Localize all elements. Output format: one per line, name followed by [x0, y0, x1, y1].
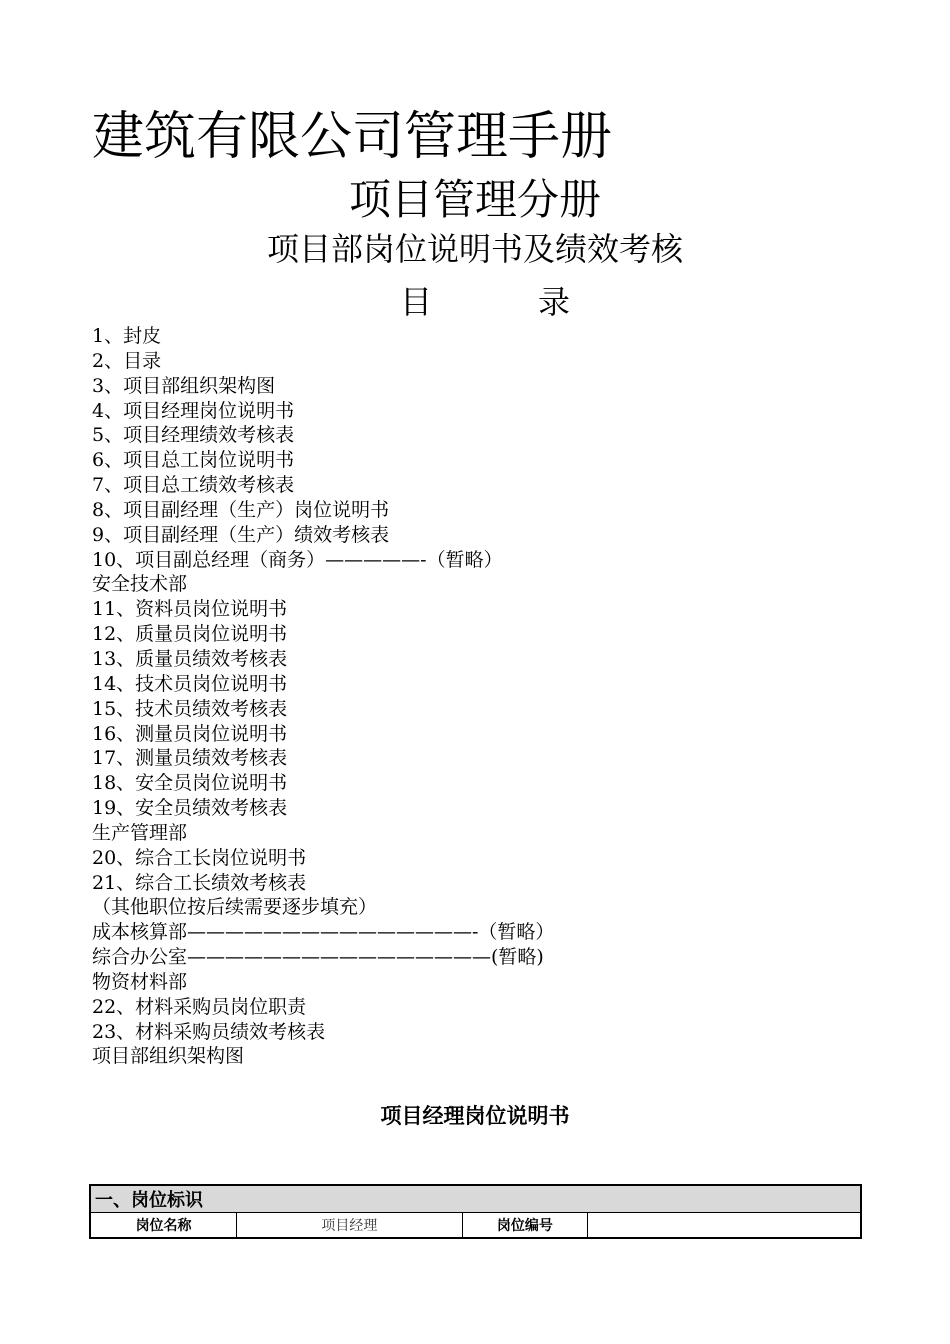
- toc-item: 19、安全员绩效考核表: [92, 797, 288, 820]
- toc-heading-left: 目: [400, 283, 433, 321]
- volume-title: 项目管理分册: [348, 175, 601, 224]
- toc-item: 16、测量员岗位说明书: [92, 722, 288, 745]
- toc-group: 成本核算部———————————————-（暂略）: [92, 921, 555, 944]
- toc-item: 12、质量员岗位说明书: [92, 623, 288, 646]
- toc-item: 5、项目经理绩效考核表: [92, 424, 295, 447]
- toc-item: 14、技术员岗位说明书: [92, 672, 288, 695]
- table-of-contents: [92, 324, 554, 1069]
- toc-item: 7、项目总工绩效考核表: [92, 474, 295, 497]
- toc-heading: [400, 282, 570, 322]
- toc-group: 综合办公室————————————————(暂略): [92, 946, 544, 969]
- toc-heading-right: 录: [537, 283, 570, 321]
- toc-item: 15、技术员绩效考核表: [92, 697, 288, 720]
- toc-item: 22、材料采购员岗位职责: [92, 995, 307, 1018]
- toc-item: 项目部组织架构图: [92, 1045, 245, 1068]
- toc-item: 13、质量员绩效考核表: [92, 647, 288, 670]
- job-name-value: 项目经理: [237, 1213, 462, 1239]
- toc-group: 物资材料部: [92, 970, 188, 993]
- job-name-label: 岗位名称: [90, 1213, 237, 1239]
- toc-item: 4、项目经理岗位说明书: [92, 399, 295, 422]
- toc-item: 18、安全员岗位说明书: [92, 772, 288, 795]
- section-title: 项目经理岗位说明书: [380, 1104, 570, 1128]
- toc-item: 20、综合工长岗位说明书: [92, 846, 307, 869]
- toc-group: 安全技术部: [92, 573, 188, 596]
- toc-item: 23、材料采购员绩效考核表: [92, 1020, 326, 1043]
- toc-group: 生产管理部: [92, 821, 188, 844]
- toc-item: 1、封皮: [92, 325, 162, 347]
- document-title: 项目部岗位说明书及绩效考核: [266, 230, 683, 268]
- toc-note: （其他职位按后续需要逐步填充）: [92, 896, 378, 919]
- toc-item: 11、资料员岗位说明书: [92, 598, 288, 621]
- toc-item: 8、项目副经理（生产）岗位说明书: [92, 498, 390, 521]
- job-identification-table: [89, 1184, 862, 1239]
- toc-item: 3、项目部组织架构图: [92, 374, 276, 397]
- job-code-label: 岗位编号: [462, 1213, 588, 1239]
- toc-item: 21、综合工长绩效考核表: [92, 871, 307, 894]
- toc-item: 9、项目副经理（生产）绩效考核表: [92, 523, 390, 546]
- toc-item: 6、项目总工岗位说明书: [92, 449, 295, 472]
- manual-title: 建筑有限公司管理手册: [92, 107, 613, 167]
- job-code-value: [588, 1213, 861, 1239]
- toc-item: 2、目录: [92, 349, 162, 372]
- toc-item: 10、项目副总经理（商务）—————-（暂略）: [92, 548, 503, 571]
- table-section-header: 一、岗位标识: [90, 1185, 861, 1213]
- toc-item: 17、测量员绩效考核表: [92, 747, 288, 770]
